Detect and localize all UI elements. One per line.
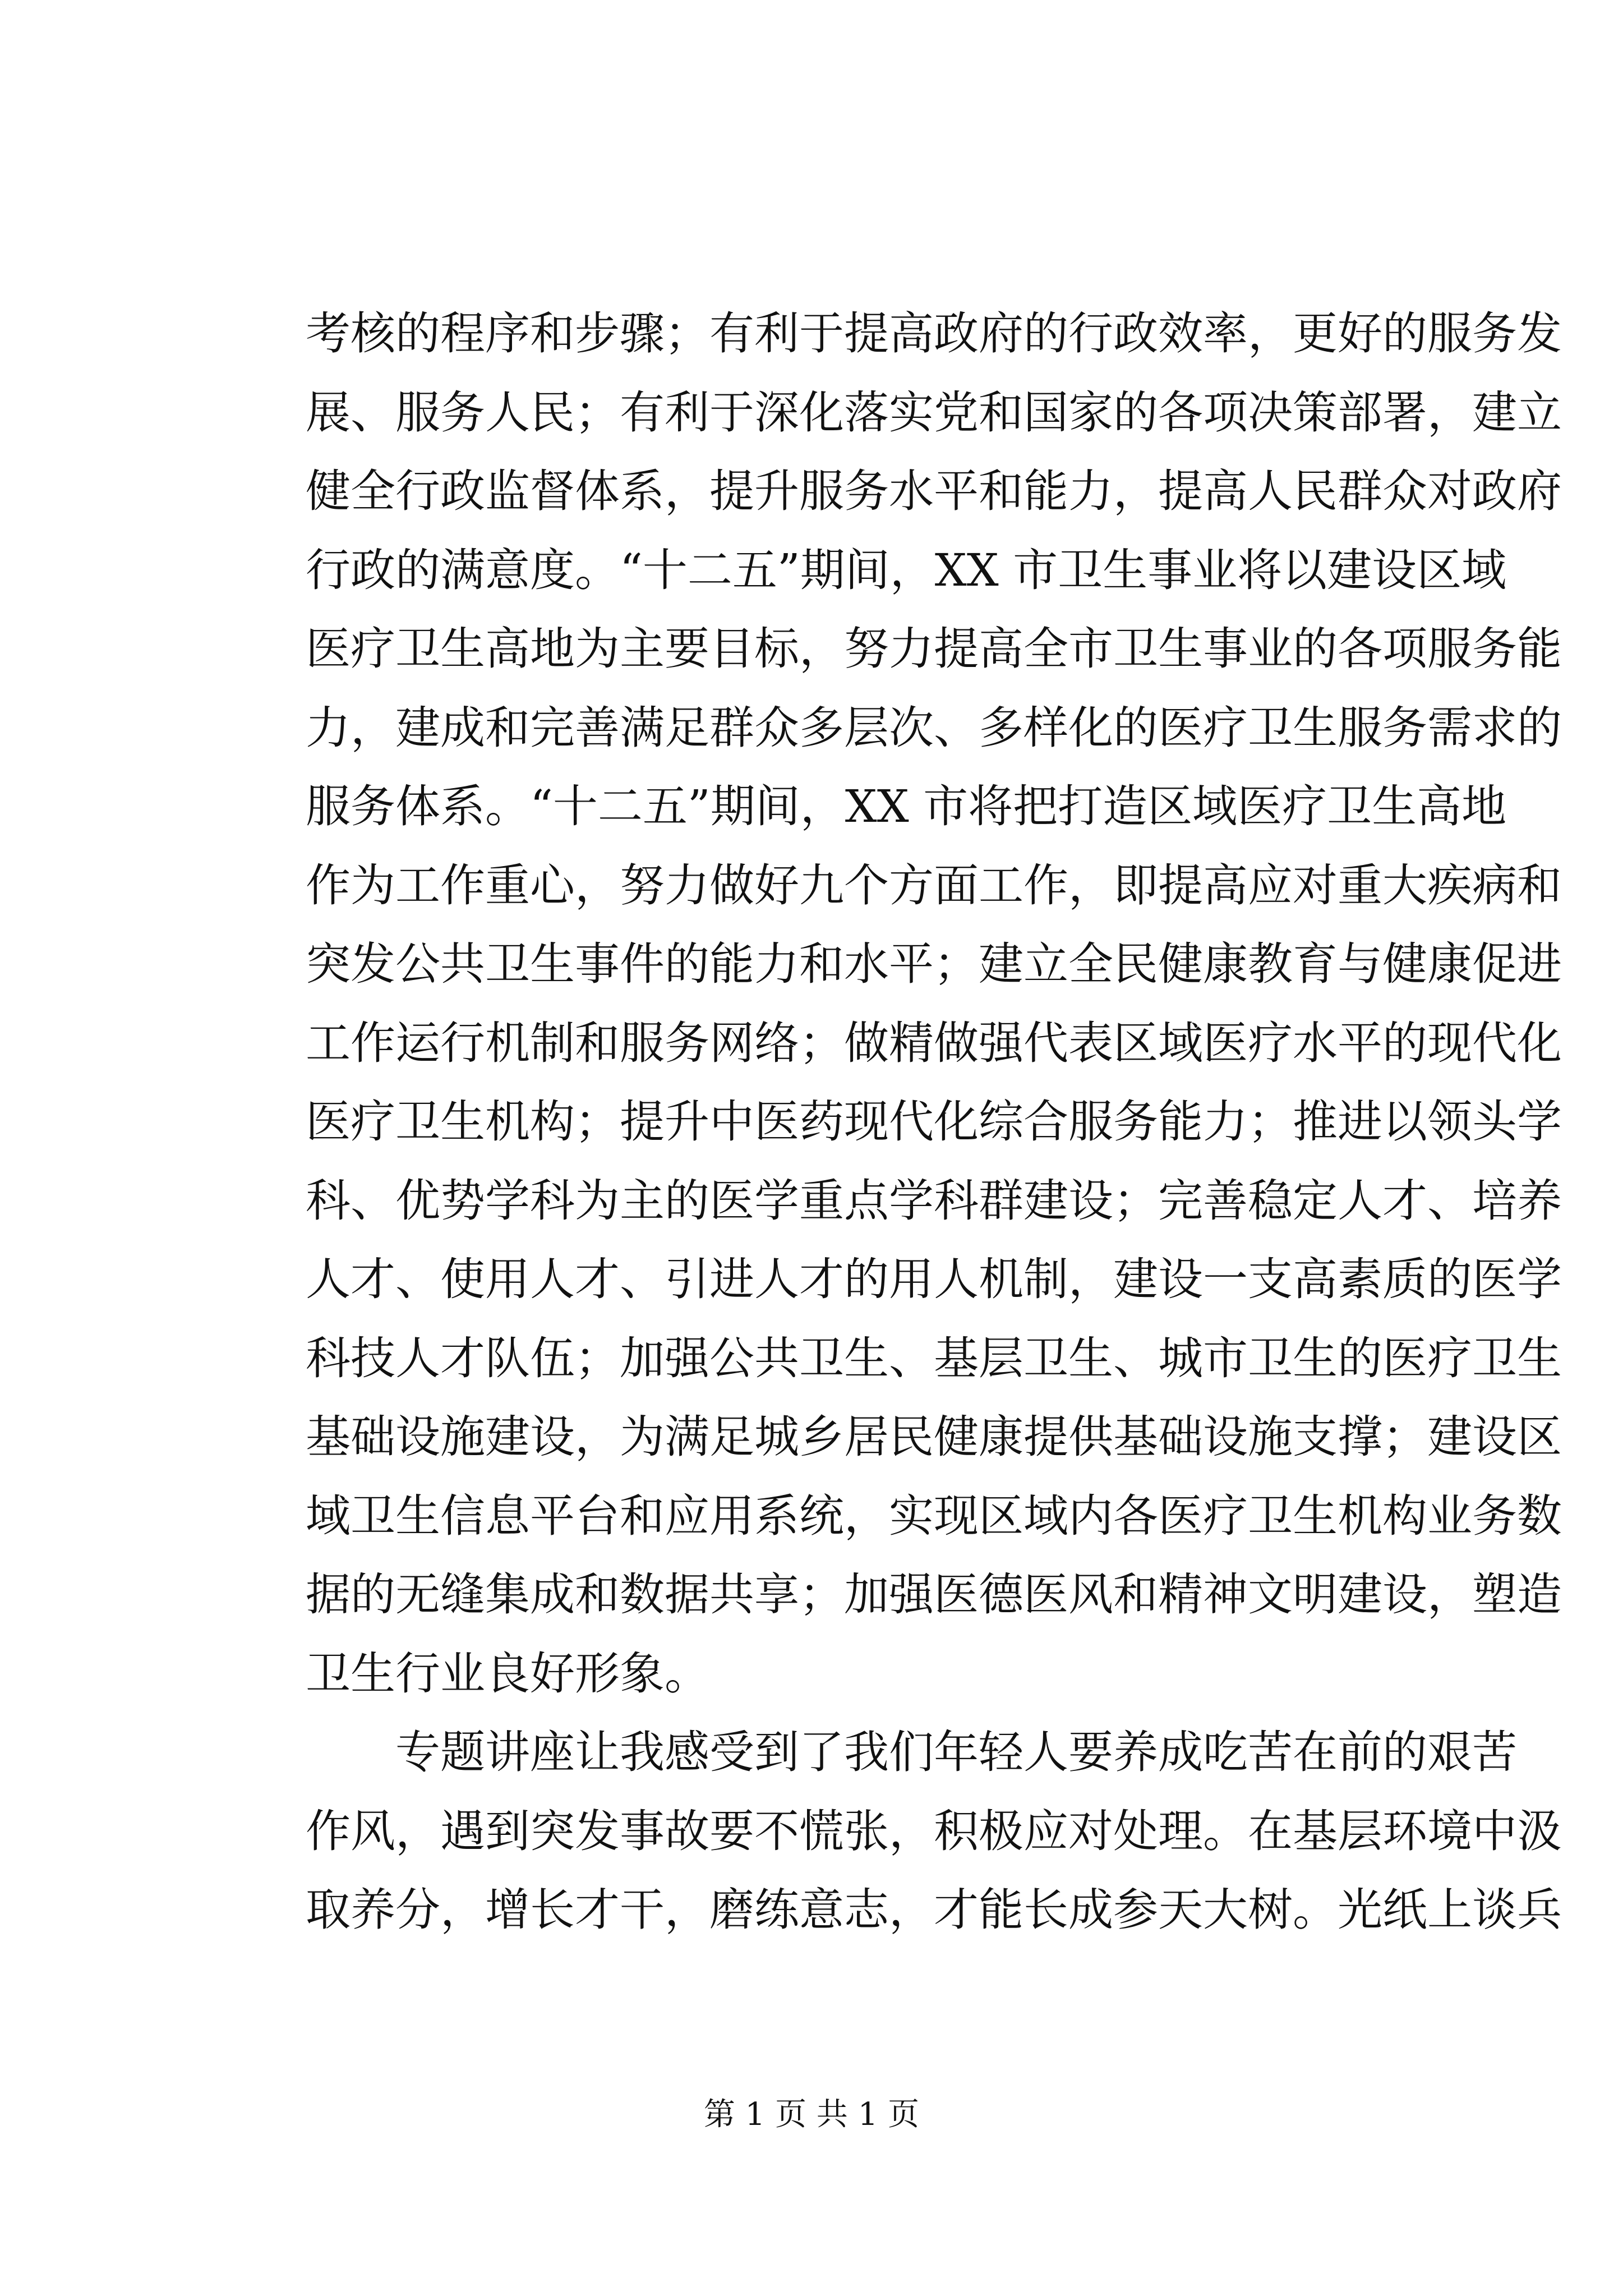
text-line-9: 突发公共卫生事件的能力和水平；建立全民健康教育与健康促进: [306, 938, 1562, 990]
text-line-4: 行政的满意度。“十二五”期间，XX 市卫生事业将以建设区域: [306, 544, 1507, 596]
text-line-16: 域卫生信息平台和应用系统，实现区域内各医疗卫生机构业务数: [306, 1489, 1562, 1542]
text-line-18: 卫生行业良好形象。: [306, 1647, 709, 1700]
text-line-15: 基础设施建设，为满足城乡居民健康提供基础设施支撑；建设区: [306, 1411, 1562, 1463]
page-number-label: 第 1 页 共 1 页: [703, 2096, 920, 2133]
text-line-19: 专题讲座让我感受到了我们年轻人要养成吃苦在前的艰苦: [306, 1726, 1517, 1778]
text-line-8: 作为工作重心，努力做好九个方面工作，即提高应对重大疾病和: [306, 859, 1562, 912]
text-line-5: 医疗卫生高地为主要目标，努力提高全市卫生事业的各项服务能: [306, 623, 1562, 675]
page-footer: [0, 2092, 1623, 2137]
text-line-13: 人才、使用人才、引进人才的用人机制，建设一支高素质的医学: [306, 1253, 1562, 1305]
text-line-14: 科技人才队伍；加强公共卫生、基层卫生、城市卫生的医疗卫生: [306, 1332, 1562, 1384]
text-line-12: 科、优势学科为主的医学重点学科群建设；完善稳定人才、培养: [306, 1174, 1562, 1227]
text-line-10: 工作运行机制和服务网络；做精做强代表区域医疗水平的现代化: [306, 1016, 1562, 1069]
text-line-3: 健全行政监督体系，提升服务水平和能力，提高人民群众对政府: [306, 465, 1562, 517]
text-line-7: 服务体系。“十二五”期间，XX 市将把打造区域医疗卫生高地: [306, 780, 1507, 832]
text-line-2: 展、服务人民；有利于深化落实党和国家的各项决策部署，建立: [306, 386, 1562, 439]
text-line-21: 取养分，增长才干，磨练意志，才能长成参天大树。光纸上谈兵: [306, 1884, 1562, 1936]
text-line-1: 考核的程序和步骤；有利于提高政府的行政效率，更好的服务发: [306, 307, 1562, 360]
body-text: [306, 295, 1562, 1950]
text-line-6: 力，建成和完善满足群众多层次、多样化的医疗卫生服务需求的: [306, 701, 1562, 754]
text-line-11: 医疗卫生机构；提升中医药现代化综合服务能力；推进以领头学: [306, 1096, 1562, 1148]
text-line-17: 据的无缝集成和数据共享；加强医德医风和精神文明建设，塑造: [306, 1568, 1562, 1621]
text-line-20: 作风，遇到突发事故要不慌张，积极应对处理。在基层环境中汲: [306, 1805, 1562, 1857]
